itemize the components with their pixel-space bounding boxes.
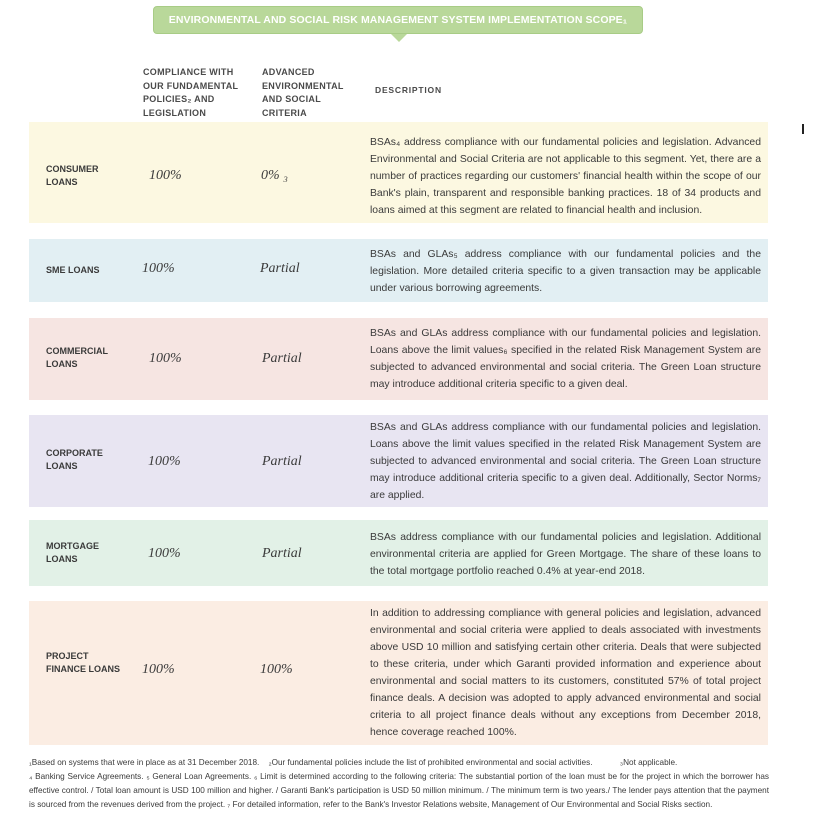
table-row-consumer-loans xyxy=(29,122,768,223)
compliance-value: 100% xyxy=(142,662,175,677)
footnote-1: ₁Based on systems that were in place as at 31 December 2018. xyxy=(29,758,260,767)
footnote-5: ₅ General Loan Agreements. xyxy=(146,772,252,781)
table-row-project-finance-loans xyxy=(29,601,768,745)
segment-label: SME LOANS xyxy=(46,265,100,275)
column-header-advanced-criteria: ADVANCED ENVIRONMENTAL AND SOCIAL CRITERIA xyxy=(262,67,344,118)
advanced-criteria-value: Partial xyxy=(260,261,300,276)
advanced-criteria-value: 100% xyxy=(260,662,293,677)
table-row-mortgage-loans xyxy=(29,520,768,586)
table-row-corporate-loans xyxy=(29,415,768,507)
footnote-3: ₃Not applicable. xyxy=(619,758,678,767)
footnotes xyxy=(29,756,769,812)
segment-label: PROJECT FINANCE LOANS xyxy=(46,651,120,674)
compliance-value: 100% xyxy=(148,546,181,561)
banner-pointer xyxy=(391,34,407,42)
scope-banner: ENVIRONMENTAL AND SOCIAL RISK MANAGEMENT SYSTEM IMPLEMENTATION SCOPE₁ xyxy=(153,6,643,34)
compliance-value: 100% xyxy=(142,261,175,276)
advanced-criteria-value: Partial xyxy=(262,454,302,469)
row-description: BSAs and GLAs address compliance with our fundamental policies and legislation. Loans above the limit values specified in the related Risk Management System are subjected to advanced environmental and social criteria. The Green Loan structure may introduce additional criteria specific to a given deal. Additionally, Sector Norms₇ are applied. xyxy=(370,422,761,501)
advanced-criteria-value: Partial xyxy=(262,351,302,366)
advanced-criteria-value: 0% ₃ xyxy=(261,168,289,183)
compliance-value: 100% xyxy=(149,351,182,366)
row-description: BSAs and GLAs address compliance with our fundamental policies and legislation. Loans above the limit values₆ specified in the related Risk Management System are subjected to advanced environmental and social criteria. The Green Loan structure may introduce additional criteria specific to a given deal. xyxy=(370,328,761,390)
segment-label: COMMERCIAL LOANS xyxy=(46,346,108,369)
table-row-commercial-loans xyxy=(29,318,768,400)
column-header-compliance: COMPLIANCE WITH OUR FUNDAMENTAL POLICIES₂ AND LEGISLATION xyxy=(143,67,239,118)
segment-label: CONSUMER LOANS xyxy=(46,164,99,187)
footnote-6: ₆ Limit is determined according to the following criteria: The substantial portion of the loan must be for the project in which the borrower has effective control. / Total loan amount is USD 100 million and higher. / Garanti Bank's participation is USD 50 million minimum. / The minimum term is two years./ The lender pays attention that the payment is sourced from the revenues derived from the project. xyxy=(29,772,769,809)
row-description: BSAs and GLAs₅ address compliance with our fundamental policies and the legislation. More detailed criteria specific to a given transaction may be applicable under various borrowing agreements. xyxy=(370,249,761,294)
footnote-7: ₇ For detailed information, refer to the Bank's Investor Relations website, Management of Our Environmental and Social Risks section. xyxy=(227,800,713,809)
text-cursor xyxy=(802,124,804,134)
compliance-value: 100% xyxy=(148,454,181,469)
footnote-2: ₂Our fundamental policies include the list of prohibited environmental and social activities. xyxy=(268,758,593,767)
table-row-sme-loans xyxy=(29,239,768,302)
footnote-4: ₄ Banking Service Agreements. xyxy=(29,772,144,781)
row-description: BSAs address compliance with our fundamental policies and legislation. Additional environmental criteria are applied for Green Mortgage. The share of these loans to the total mortgage portfolio reached 0.4% at year-end 2018. xyxy=(370,532,761,577)
segment-label: MORTGAGE LOANS xyxy=(46,541,99,564)
row-description: BSAs₄ address compliance with our fundamental policies and legislation. Advanced Environmental and Social Criteria are not applicable to this segment. Yet, there are a number of practices regarding our customers' financial health within the scope of our Bank's plain, transparent and responsible banking practices. 18 of 34 products and loans aimed at this segment are related to financial health and inclusion. xyxy=(370,137,761,216)
compliance-value: 100% xyxy=(149,168,182,183)
segment-label: CORPORATE LOANS xyxy=(46,448,103,471)
column-header-description: DESCRIPTION xyxy=(375,85,442,95)
row-description: In addition to addressing compliance with general policies and legislation, advanced environmental and social criteria were applied to deals associated with investments above USD 10 million and satisfying certain other criteria. Deals that were subjected to these criteria, under which Garanti provided information and experience about environmental and social matters to its customers, constituted 57% of total project finance deals. A decision was adopted to apply advanced environmental and social criteria to all project finance deals without any exceptions from December 2018, hence coverage reached 100%. xyxy=(370,608,761,738)
advanced-criteria-value: Partial xyxy=(262,546,302,561)
